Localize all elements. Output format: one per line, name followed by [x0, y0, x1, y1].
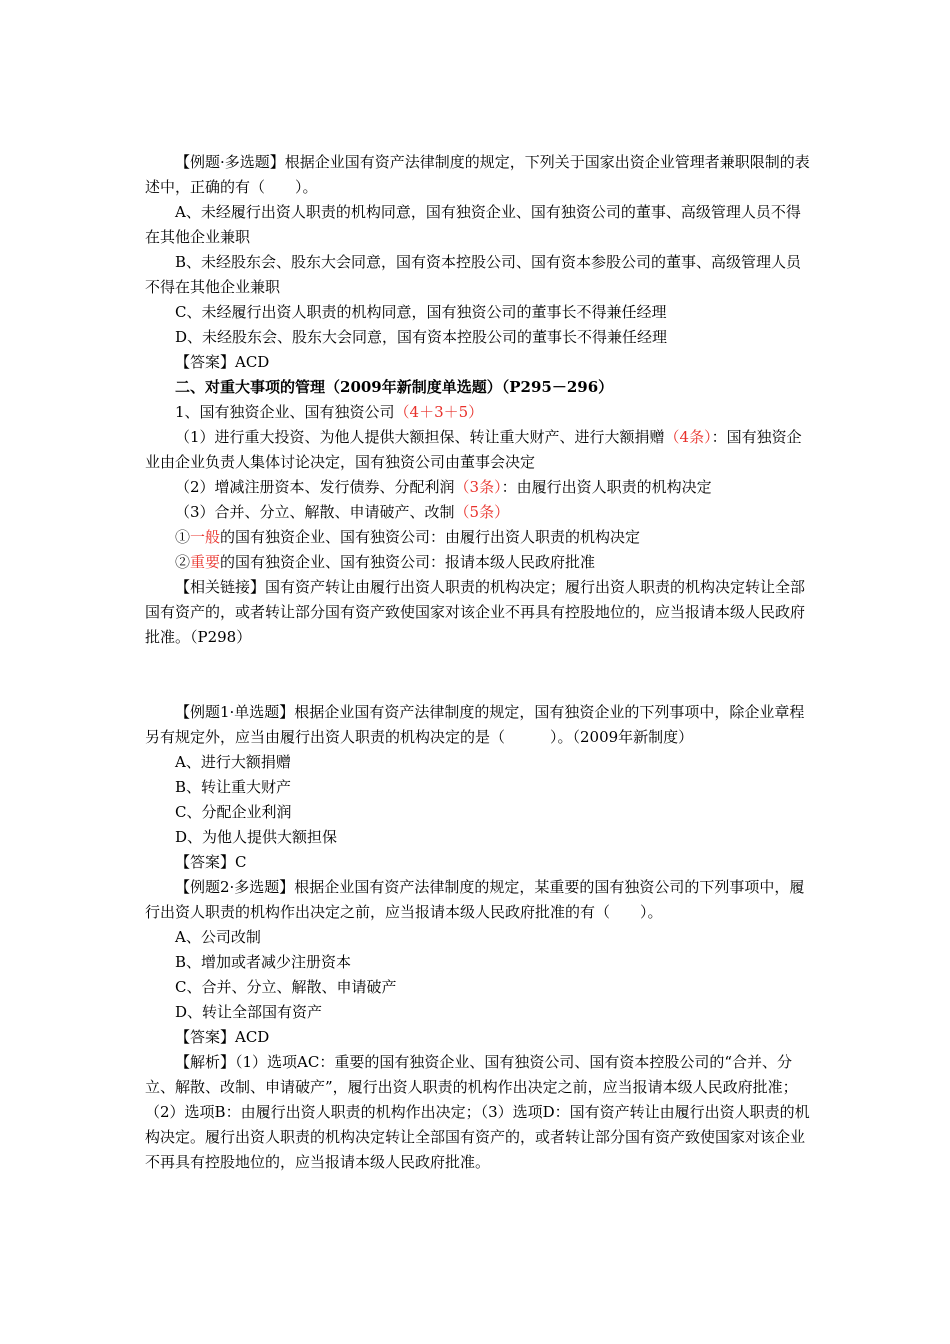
section-heading: 二、对重大事项的管理（2009年新制度单选题）（P295－296）: [175, 378, 614, 396]
example-1-option-a: A、进行大额捐赠: [175, 753, 291, 771]
example-2-question: 【例题2·多选题】根据企业国有资产法律制度的规定，某重要的国有独资公司的下列事项中，履行出资人职责的机构作出决定之前，应当报请本级人民政府批准的有（ ）。: [145, 878, 805, 921]
question-text: 根据企业国有资产法律制度的规定，下列关于国家出资企业管理者兼职限制的表述中，正确的有（ ）。: [145, 153, 810, 196]
item-1: [145, 400, 810, 425]
item-1-2-tail: ：由履行出资人职责的机构决定: [501, 478, 712, 496]
example-1-option-b: B、转让重大财产: [175, 778, 292, 796]
related-link: 【相关链接】国有资产转让由履行出资人职责的机构决定；履行出资人职责的机构决定转让全部国有资产的，或者转让部分国有资产致使国家对该企业不再具有控股地位的，应当报请本级人民政府批准。（P298）: [145, 578, 806, 646]
item-1-3-a: [145, 525, 810, 550]
item-1-2-highlight: （3条）: [454, 478, 502, 496]
option-a: A、未经履行出资人职责的机构同意，国有独资企业、国有独资公司的董事、高级管理人员不得在其他企业兼职: [145, 203, 801, 246]
example-2-option-c: C、合并、分立、解散、申请破产: [175, 978, 397, 996]
example-2-option-d: D、转让全部国有资产: [175, 1003, 323, 1021]
item-1-3-a-text: 的国有独资企业、国有独资公司：由履行出资人职责的机构决定: [220, 528, 641, 546]
item-1-text: 1、国有独资企业、国有独资公司: [175, 403, 395, 421]
example-1-answer: 【答案】C: [175, 853, 247, 871]
item-1-3-highlight: （5条）: [454, 503, 510, 521]
item-1-1-highlight: （4条）: [664, 428, 712, 446]
item-1-3-b: [145, 550, 810, 575]
item-1-1: [145, 425, 810, 475]
option-d: D、未经股东会、股东大会同意，国有资本控股公司的董事长不得兼任经理: [175, 328, 668, 346]
example-2-answer: 【答案】ACD: [175, 1028, 270, 1046]
general-highlight: 一般: [190, 528, 221, 546]
important-highlight: 重要: [190, 553, 221, 571]
answer: 【答案】ACD: [175, 353, 270, 371]
item-1-highlight: （4＋3＋5）: [394, 403, 484, 421]
item-1-3: [145, 500, 810, 525]
question-tag: 【例题·多选题】: [175, 153, 285, 171]
item-1-2: [145, 475, 810, 500]
example-1-option-d: D、为他人提供大额担保: [175, 828, 338, 846]
circled-1: ①: [175, 528, 191, 546]
example-2-option-a: A、公司改制: [175, 928, 261, 946]
example-1-question: 【例题1·单选题】根据企业国有资产法律制度的规定，国有独资企业的下列事项中，除企业章程另有规定外，应当由履行出资人职责的机构决定的是（ ）。（2009年新制度）: [145, 703, 805, 746]
item-1-3-text: （3）合并、分立、解散、申请破产、改制: [175, 503, 455, 521]
example-1-option-c: C、分配企业利润: [175, 803, 292, 821]
option-b: B、未经股东会、股东大会同意，国有资本控股公司、国有资本参股公司的董事、高级管理人员不得在其他企业兼职: [145, 253, 802, 296]
circled-2: ②: [175, 553, 191, 571]
item-1-2-text: （2）增减注册资本、发行债券、分配利润: [175, 478, 455, 496]
document-page: [145, 150, 810, 1175]
option-c: C、未经履行出资人职责的机构同意，国有独资公司的董事长不得兼任经理: [175, 303, 667, 321]
example-2-option-b: B、增加或者减少注册资本: [175, 953, 352, 971]
item-1-1-text: （1）进行重大投资、为他人提供大额担保、转让重大财产、进行大额捐赠: [175, 428, 665, 446]
spacer: [145, 650, 810, 700]
question-multi-choice: [145, 150, 810, 200]
example-2-analysis: 【解析】（1）选项AC：重要的国有独资企业、国有独资公司、国有资本控股公司的“合并、分立、解散、改制、申请破产”，履行出资人职责的机构作出决定之前，应当报请本级人民政府批准；（2）选项B：由履行出资人职责的机构作出决定；（3）选项D：国有资产转让由履行出资人职责的机构决定。履行出资人职责的机构决定转让全部国有资产的，或者转让部分国有资产致使国家对该企业不再具有控股地位的，应当报请本级人民政府批准。: [145, 1053, 810, 1171]
item-1-3-b-text: 的国有独资企业、国有独资公司：报请本级人民政府批准: [220, 553, 596, 571]
item-1-1-tail: ：国有独资企业由企业负责人集体讨论决定，国有独资公司由董事会决定: [145, 428, 802, 471]
